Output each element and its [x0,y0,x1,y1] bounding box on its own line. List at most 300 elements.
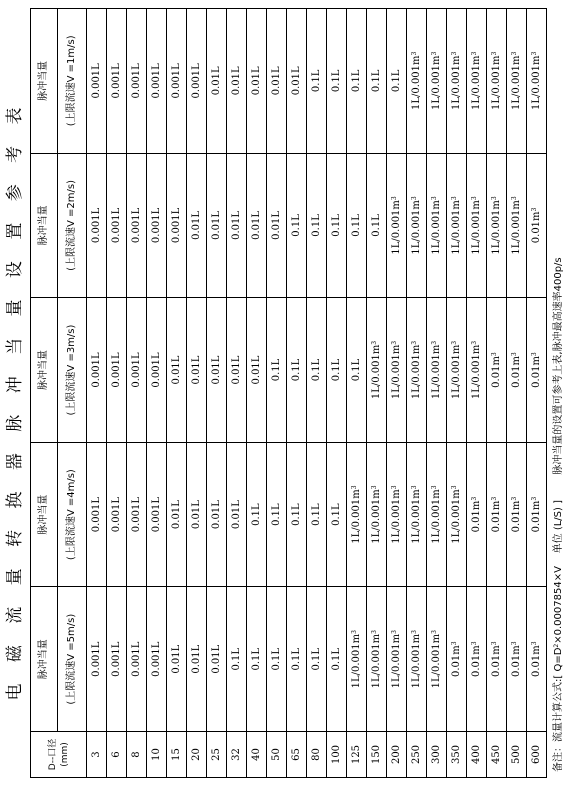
pulse-value: 0.001L [151,207,162,244]
header-row-pulse [31,9,58,778]
pulse-value-cell [467,9,487,154]
table-row [247,9,267,778]
pulse-value-cell [527,298,547,443]
pulse-value-cell [287,587,307,732]
pulse-value-cell [87,442,107,587]
pulse-value: 0.1L [331,358,342,382]
table-row [187,9,207,778]
pulse-value: 0.1L [271,503,282,526]
pulse-value-cell [227,9,247,154]
pulse-value-cell [527,9,547,154]
pulse-value: 0.01m [491,645,502,677]
pulse-value: 1L/0.001m [411,200,422,255]
pulse-value-cell [347,9,367,154]
speed-header-4: (上限流速V =4m/s) [58,442,87,587]
pulse-value-cell [427,9,447,154]
cubic-superscript: 3 [511,641,518,646]
cubic-superscript: 3 [411,485,418,490]
pulse-value: 0.001L [91,641,102,677]
pulse-value-cell [287,153,307,298]
cubic-superscript: 3 [451,485,458,490]
pulse-value-cell [187,298,207,443]
pulse-value-cell [327,442,347,587]
page-title: 电 磁 流 量 转 换 器 脉 冲 当 量 设 置 参 考 表 [5,99,25,701]
pulse-value-cell [127,442,147,587]
pulse-value: 1L/0.001m [531,55,542,110]
cubic-superscript: 3 [451,340,458,345]
table-row [487,9,507,778]
cubic-superscript: 3 [411,51,418,56]
diameter-cell: 125 [347,732,367,778]
pulse-value: 0.001L [131,207,142,244]
pulse-value: 0.01m [471,500,482,533]
pulse-value-cell [527,153,547,298]
pulse-value-cell [307,587,327,732]
pulse-value-cell [207,153,227,298]
formula-unit: 单位 (L/S) ] [553,500,564,554]
pulse-value: 0.1L [311,503,322,526]
pulse-value-cell [147,587,167,732]
table-row [307,9,327,778]
cubic-superscript: 3 [351,630,358,634]
pulse-value: 0.01L [231,355,242,385]
table-row [167,9,187,778]
pulse-value-cell [107,442,127,587]
pulse-value: 0.01L [171,644,182,674]
pulse-value-cell [167,153,187,298]
pulse-value-cell [307,153,327,298]
pulse-value-cell [427,587,447,732]
pulse-value-cell [327,587,347,732]
pulse-value: 1L/0.001m [411,344,422,400]
pulse-value: 0.1L [251,503,262,526]
pulse-value-cell [387,298,407,443]
cubic-superscript: 3 [531,352,538,357]
table-row [347,9,367,778]
formula-prefix: 流量计算公式:[ Q=D [553,647,564,742]
cubic-superscript: 3 [511,496,518,501]
pulse-value-cell [287,298,307,443]
diameter-header [31,732,87,778]
pulse-value: 1L/0.001m [491,200,502,255]
pulse-value: 0.001L [151,352,162,388]
pulse-value: 0.01L [251,355,262,385]
pulse-value: 0.001L [91,63,102,99]
table-row [527,9,547,778]
footnote [546,2,572,772]
diameter-cell: 65 [287,732,307,778]
pulse-value-cell [267,298,287,443]
pulse-value: 0.01L [271,66,282,96]
pulse-value-cell [87,153,107,298]
pulse-value: 0.1L [311,69,322,93]
pulse-value: 1L/0.001m [431,200,442,255]
cubic-superscript: 3 [431,51,438,56]
pulse-value-cell [247,442,267,587]
cubic-superscript: 3 [471,340,478,345]
pulse-value: 1L/0.001m [431,55,442,110]
pulse-value: 0.01m [531,356,542,388]
pulse-value-cell [167,298,187,443]
table-row [407,9,427,778]
pulse-value-cell [127,9,147,154]
pulse-value: 0.01m [491,500,502,533]
speed-header-5: (上限流速V =5m/s) [58,587,87,732]
pulse-value: 0.01L [191,644,202,674]
pulse-value: 0.01m [511,645,522,677]
diameter-header-unit: (mm) [59,742,70,767]
pulse-value: 0.001L [151,63,162,99]
pulse-value: 0.01L [191,355,202,385]
pulse-value-cell [467,298,487,443]
pulse-value-cell [507,298,527,443]
pulse-value-cell [407,9,427,154]
cubic-superscript: 3 [491,352,498,357]
pulse-value: 0.01L [251,66,262,96]
pulse-value-cell [247,153,267,298]
table-row [507,9,527,778]
pulse-header-5: 脉冲当量 [31,9,58,154]
cubic-superscript: 3 [451,196,458,201]
pulse-value-cell [227,442,247,587]
pulse-value-cell [107,298,127,443]
pulse-value: 1L/0.001m [431,344,442,400]
table-row [107,9,127,778]
diameter-cell: 32 [227,732,247,778]
note-label: 备注： [553,742,564,772]
pulse-value-cell [227,153,247,298]
pulse-value: 1L/0.001m [451,489,462,544]
pulse-value-cell [447,9,467,154]
cubic-superscript: 3 [471,641,478,646]
pulse-value: 0.001L [111,63,122,99]
pulse-value-cell [467,587,487,732]
speed-header-3: (上限流速V =3m/s) [58,298,87,443]
pulse-value-cell [367,153,387,298]
pulse-value-cell [247,9,267,154]
pulse-value-cell [447,442,467,587]
pulse-value: 0.01L [171,355,182,385]
pulse-value-cell [527,587,547,732]
table-row [367,9,387,778]
header-row-speed [58,9,87,778]
diameter-cell: 10 [147,732,167,778]
pulse-value-cell [227,587,247,732]
pulse-value-cell [87,9,107,154]
pulse-header-4: 脉冲当量 [31,153,58,298]
pulse-value-cell [427,442,447,587]
pulse-value: 0.01m [511,356,522,388]
diameter-cell: 15 [167,732,187,778]
pulse-value-cell [267,153,287,298]
pulse-value: 1L/0.001m [411,489,422,544]
pulse-value: 1L/0.001m [511,55,522,110]
pulse-value: 0.001L [191,63,202,99]
pulse-value-cell [507,153,527,298]
pulse-value: 0.001L [131,63,142,99]
cubic-superscript: 3 [511,352,518,357]
pulse-value: 0.01L [211,500,222,530]
pulse-value-cell [87,587,107,732]
cubic-superscript: 3 [491,196,498,201]
pulse-value-cell [387,587,407,732]
pulse-value-cell [367,587,387,732]
pulse-value-cell [287,9,307,154]
pulse-value: 1L/0.001m [491,55,502,110]
pulse-value-cell [447,298,467,443]
pulse-value-cell [327,153,347,298]
cubic-superscript: 3 [371,340,378,345]
pulse-value-cell [427,153,447,298]
pulse-value-cell [107,587,127,732]
diameter-cell: 8 [127,732,147,778]
pulse-value: 0.1L [291,503,302,526]
pulse-value: 0.01L [211,66,222,96]
pulse-value-cell [407,153,427,298]
pulse-value: 1L/0.001m [371,489,382,544]
diameter-cell: 200 [387,732,407,778]
pulse-value-cell [507,587,527,732]
pulse-value: 0.001L [151,496,162,533]
table-row [287,9,307,778]
pulse-value-cell [307,442,327,587]
pulse-value: 1L/0.001m [391,633,402,689]
cubic-superscript: 3 [451,51,458,56]
diameter-cell: 300 [427,732,447,778]
pulse-value-cell [407,587,427,732]
pulse-value-cell [147,9,167,154]
pulse-value-cell [187,153,207,298]
diameter-cell: 40 [247,732,267,778]
pulse-value: 1L/0.001m [451,200,462,255]
cubic-superscript: 3 [391,340,398,345]
table-row [87,9,107,778]
pulse-header-1: 脉冲当量 [31,587,58,732]
formula-suffix: ×0.0007854×V [553,566,564,644]
pulse-value-cell [387,9,407,154]
pulse-value: 0.01L [231,210,242,240]
pulse-value-cell [387,153,407,298]
pulse-value: 0.01m [531,645,542,677]
speed-header-1: (上限流速V =1m/s) [58,9,87,154]
pulse-value: 1L/0.001m [471,200,482,255]
pulse-value: 1L/0.001m [391,200,402,255]
pulse-value-cell [127,587,147,732]
pulse-value-cell [447,153,467,298]
pulse-value-cell [487,587,507,732]
pulse-value-cell [307,9,327,154]
cubic-superscript: 3 [471,496,478,501]
pulse-value: 0.001L [111,641,122,677]
pulse-value-cell [427,298,447,443]
pulse-value-cell [87,298,107,443]
diameter-cell: 350 [447,732,467,778]
cubic-superscript: 3 [491,641,498,646]
table-row [207,9,227,778]
pulse-value-cell [147,442,167,587]
pulse-value-cell [107,9,127,154]
pulse-value-cell [127,153,147,298]
pulse-value: 0.01m [531,211,542,244]
pulse-value: 0.01L [231,500,242,530]
pulse-value: 0.1L [271,358,282,382]
pulse-value-cell [347,153,367,298]
pulse-value: 1L/0.001m [351,489,362,544]
pulse-value-cell [267,442,287,587]
diameter-cell: 100 [327,732,347,778]
pulse-value: 0.1L [331,69,342,93]
pulse-value-cell [367,9,387,154]
pulse-value: 1L/0.001m [451,344,462,400]
pulse-value-cell [507,9,527,154]
pulse-value: 0.01L [271,210,282,240]
pulse-value: 0.001L [131,641,142,677]
pulse-value: 0.1L [351,214,362,237]
pulse-value: 0.01L [231,66,242,96]
pulse-value-cell [487,153,507,298]
pulse-value: 0.01m [491,356,502,388]
pulse-value: 0.1L [331,647,342,671]
cubic-superscript: 3 [531,496,538,501]
cubic-superscript: 3 [351,485,358,490]
pulse-value: 0.1L [371,214,382,237]
cubic-superscript: 3 [491,496,498,501]
pulse-value: 1L/0.001m [411,633,422,689]
pulse-value: 1L/0.001m [371,344,382,400]
cubic-superscript: 3 [431,630,438,634]
pulse-header-3: 脉冲当量 [31,298,58,443]
pulse-value: 0.1L [331,503,342,526]
pulse-value-cell [107,153,127,298]
cubic-superscript: 3 [411,630,418,634]
diameter-cell: 250 [407,732,427,778]
pulse-value-cell [167,442,187,587]
pulse-value: 0.001L [91,207,102,244]
table-row [387,9,407,778]
pulse-value: 0.01L [291,66,302,96]
note-remark: 脉冲当量的设置可参考上表,脉冲最高速率400p/s [553,257,564,475]
pulse-value-cell [307,298,327,443]
cubic-superscript: 3 [531,641,538,646]
diameter-cell: 25 [207,732,227,778]
cubic-superscript: 3 [411,340,418,345]
pulse-value: 0.01m [471,645,482,677]
formula-exponent: 2 [553,643,560,648]
pulse-value-cell [487,298,507,443]
pulse-value: 0.1L [311,214,322,237]
table-row [127,9,147,778]
pulse-value: 0.01L [211,355,222,385]
pulse-value: 0.01L [191,500,202,530]
pulse-value: 0.01L [211,210,222,240]
pulse-value-cell [147,153,167,298]
pulse-value-cell [207,298,227,443]
pulse-value: 1L/0.001m [431,633,442,689]
diameter-cell: 6 [107,732,127,778]
pulse-value: 0.1L [371,69,382,93]
pulse-value-cell [367,442,387,587]
pulse-value-cell [187,9,207,154]
cubic-superscript: 3 [471,196,478,201]
pulse-value-cell [367,298,387,443]
pulse-value-cell [167,9,187,154]
diameter-cell: 20 [187,732,207,778]
pulse-value: 0.001L [111,496,122,533]
pulse-value: 0.001L [131,352,142,388]
pulse-value-cell [327,298,347,443]
pulse-value-cell [207,9,227,154]
table-body [87,9,547,778]
pulse-value-cell [467,442,487,587]
pulse-value-cell [407,442,427,587]
pulse-value: 0.1L [251,647,262,671]
speed-header-2: (上限流速V =2m/s) [58,153,87,298]
table-row [467,9,487,778]
table-row [227,9,247,778]
pulse-value-cell [347,298,367,443]
cubic-superscript: 3 [431,485,438,490]
pulse-value: 0.1L [391,69,402,93]
pulse-value-cell [487,9,507,154]
pulse-value: 0.1L [351,69,362,93]
cubic-superscript: 3 [471,51,478,56]
cubic-superscript: 3 [391,196,398,201]
pulse-value: 0.1L [351,358,362,382]
pulse-value: 0.1L [311,358,322,382]
table-row [147,9,167,778]
pulse-value: 1L/0.001m [451,55,462,110]
pulse-value: 0.001L [171,63,182,99]
pulse-value-cell [267,9,287,154]
pulse-value-cell [487,442,507,587]
diameter-cell: 600 [527,732,547,778]
pulse-value-cell [527,442,547,587]
pulse-value-cell [447,587,467,732]
pulse-value-cell [467,153,487,298]
pulse-value: 0.1L [271,647,282,671]
pulse-value: 0.01m [511,500,522,533]
pulse-value: 0.01m [451,645,462,677]
pulse-value-cell [247,587,267,732]
pulse-value: 0.01L [211,644,222,674]
pulse-value-cell [507,442,527,587]
diameter-cell: 150 [367,732,387,778]
diameter-cell: 3 [87,732,107,778]
pulse-value: 0.001L [91,352,102,388]
pulse-value: 0.1L [331,214,342,237]
pulse-value: 1L/0.001m [391,489,402,544]
pulse-value: 0.01L [191,210,202,240]
pulse-value-cell [207,442,227,587]
cubic-superscript: 3 [411,196,418,201]
pulse-value-cell [287,442,307,587]
cubic-superscript: 3 [371,485,378,490]
pulse-value: 0.1L [231,647,242,671]
cubic-superscript: 3 [511,196,518,201]
pulse-value-cell [167,587,187,732]
diameter-cell: 400 [467,732,487,778]
pulse-value-cell [227,298,247,443]
diameter-cell: 50 [267,732,287,778]
pulse-value: 0.01L [171,500,182,530]
diameter-cell: 500 [507,732,527,778]
pulse-equivalent-table [30,8,547,778]
cubic-superscript: 3 [391,485,398,490]
pulse-value-cell [347,442,367,587]
pulse-value: 1L/0.001m [351,633,362,689]
diameter-header-label: D--口径 [47,738,58,771]
pulse-value: 0.001L [151,641,162,677]
